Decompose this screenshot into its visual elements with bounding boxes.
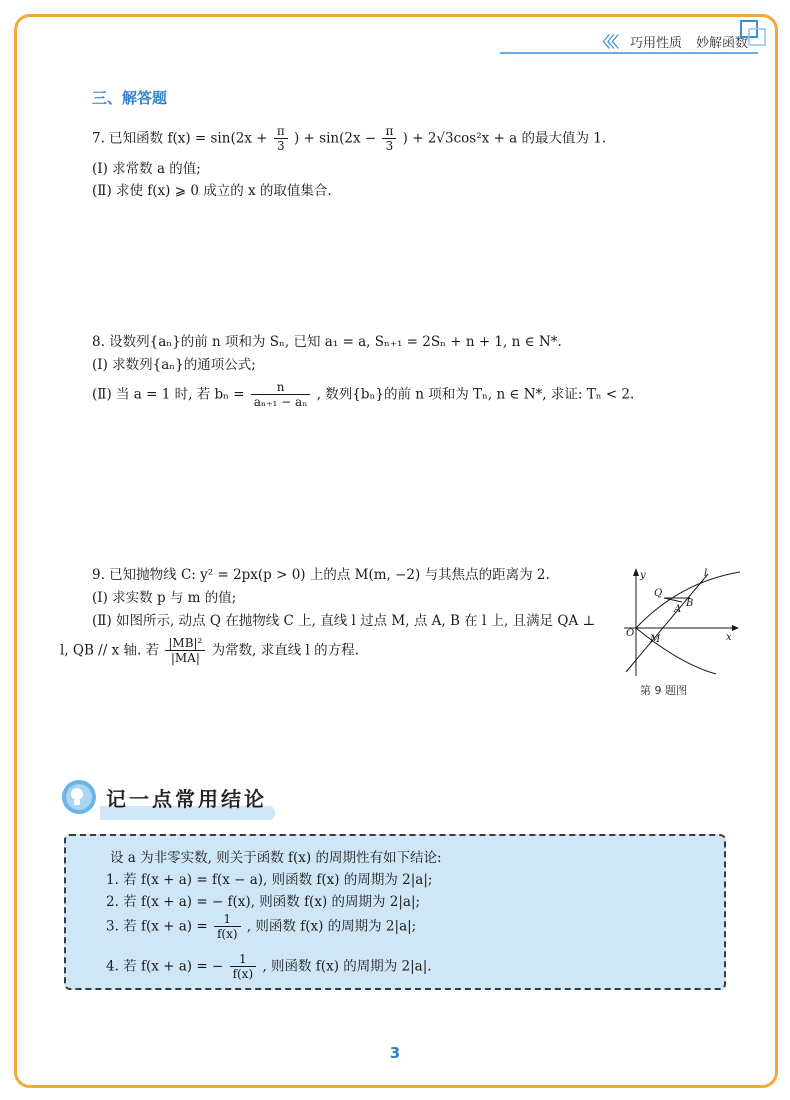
q8-part-2-a: (Ⅱ) 当 a = 1 时, 若 bₙ = [92, 386, 245, 403]
frac-num: π [274, 124, 288, 139]
note-intro: 设 a 为非零实数, 则关于函数 f(x) 的周期性有如下结论: [110, 850, 442, 866]
parabola-figure [620, 564, 740, 680]
q9-part-1: (Ⅰ) 求实数 p 与 m 的值; [92, 590, 237, 606]
q8-part-2 [92, 380, 634, 410]
frac-den: 3 [385, 139, 394, 154]
frac-num: 1 [230, 952, 257, 967]
frac-den: |MA| [170, 651, 200, 666]
header-title-right: 妙解函数 [695, 35, 748, 51]
note-item-3-a: 3. 若 f(x + a) = [106, 918, 208, 935]
q9-frac [165, 636, 205, 666]
frac-den: 3 [276, 139, 285, 154]
fig-label-y: y [640, 570, 646, 581]
fig-label-x: x [726, 632, 732, 643]
frac-num: 1 [214, 912, 241, 927]
q7-stem-part-a: 7. 已知函数 f(x) = sin(2x + [92, 130, 268, 147]
note-item-3 [106, 912, 416, 942]
q7-stem-part-b: ) + sin(2x − [294, 130, 377, 147]
running-header [595, 28, 748, 54]
q7-frac-2 [382, 124, 396, 154]
q7-stem [92, 124, 606, 154]
frac-num: n [251, 380, 311, 395]
header-rule [500, 52, 758, 54]
q9-part-2: (Ⅱ) 如图所示, 动点 Q 在抛物线 C 上, 直线 l 过点 M, 点 A, B 在 l 上, 且满足 QA ⊥ [92, 613, 596, 629]
frac-num: |MB|² [165, 636, 205, 651]
q9-part-2-cont [60, 636, 359, 666]
frac-den: aₙ₊₁ − aₙ [253, 395, 308, 410]
note-item-4-a: 4. 若 f(x + a) = − [106, 958, 224, 975]
q9-part-3-b: 为常数, 求直线 l 的方程. [211, 642, 359, 659]
q7-part-2: (Ⅱ) 求使 f(x) ⩾ 0 成立的 x 的取值集合. [92, 183, 332, 199]
corner-squares-icon [740, 20, 766, 46]
note-title: 记一点常用结论 [106, 786, 267, 811]
fig-label-a: A [674, 604, 682, 615]
frac-den: f(x) [216, 927, 238, 942]
q7-part-1: (Ⅰ) 求常数 a 的值; [92, 161, 201, 177]
chevron-arrows-icon: 〈〈〈 [594, 32, 616, 51]
note-box [64, 834, 726, 990]
note-item-3-frac [214, 912, 241, 942]
line-l [626, 574, 708, 672]
q8-stem: 8. 设数列{aₙ}的前 n 项和为 Sₙ, 已知 a₁ = a, Sₙ₊₁ = 2Sₙ + n + 1, n ∈ N*. [92, 334, 562, 350]
note-item-4-frac [230, 952, 257, 982]
lightbulb-badge-icon [60, 778, 98, 816]
fig-label-m: M [650, 634, 661, 645]
q9-stem: 9. 已知抛物线 C: y² = 2px(p > 0) 上的点 M(m, −2) 与其焦点的距离为 2. [92, 567, 550, 583]
section-title: 三、解答题 [92, 89, 168, 107]
parabola-curve [636, 572, 740, 674]
q8-frac [251, 380, 311, 410]
note-item-3-b: , 则函数 f(x) 的周期为 2|a|; [246, 918, 417, 935]
y-axis-arrow [633, 568, 639, 576]
fig-label-o: O [626, 628, 635, 639]
page-number: 3 [389, 1044, 401, 1062]
x-axis-arrow [732, 625, 739, 631]
fig-label-q: Q [654, 588, 663, 599]
fig-label-l: l [704, 568, 708, 579]
q9-part-3-a: l, QB // x 轴. 若 [60, 642, 160, 659]
header-title-left: 巧用性质 [629, 35, 682, 51]
fig-label-b: B [686, 598, 694, 609]
frac-den: f(x) [232, 967, 254, 982]
frac-num: π [382, 124, 396, 139]
note-item-1: 1. 若 f(x + a) = f(x − a), 则函数 f(x) 的周期为 2|a|; [106, 872, 433, 888]
note-item-4-b: , 则函数 f(x) 的周期为 2|a|. [262, 958, 432, 975]
note-item-4 [106, 952, 432, 982]
q7-stem-part-c: ) + 2√3cos²x + a 的最大值为 1. [402, 130, 607, 147]
note-item-2: 2. 若 f(x + a) = − f(x), 则函数 f(x) 的周期为 2|a|; [106, 894, 421, 910]
q8-part-1: (Ⅰ) 求数列{aₙ}的通项公式; [92, 357, 256, 373]
note-heading [60, 778, 267, 816]
figure-caption: 第 9 题图 [640, 684, 687, 697]
q7-frac-1 [274, 124, 288, 154]
q8-part-2-b: , 数列{bₙ}的前 n 项和为 Tₙ, n ∈ N*, 求证: Tₙ < 2. [316, 386, 635, 403]
